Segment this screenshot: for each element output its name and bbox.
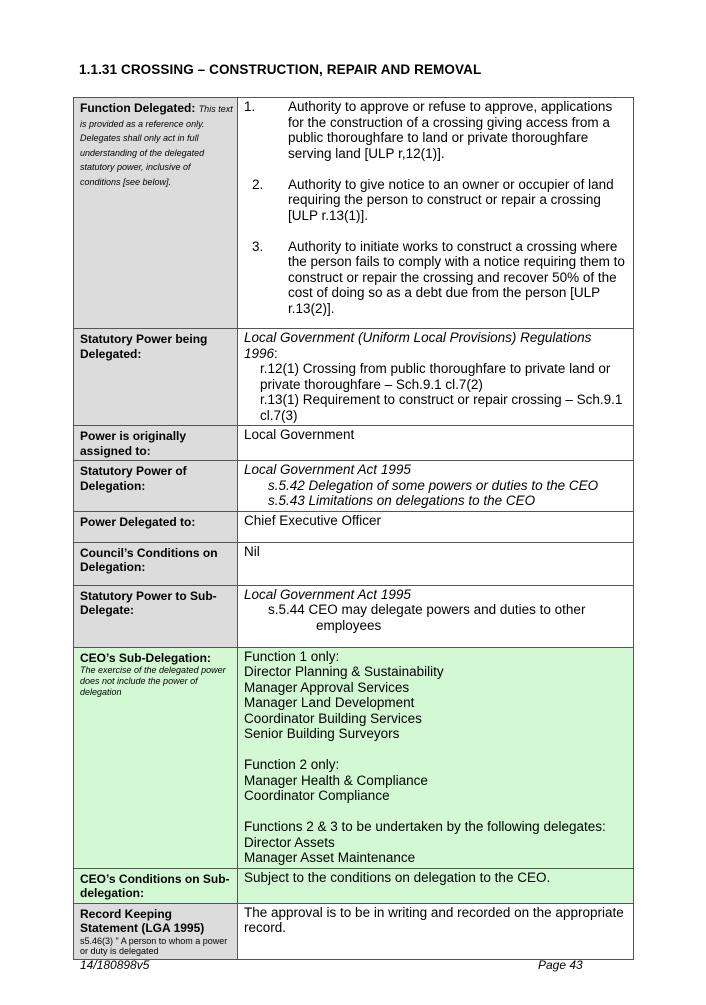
row-label: Council’s Conditions on Delegation: — [80, 545, 218, 574]
row-label: Statutory Power to Sub-Delegate: — [80, 588, 217, 617]
row-function-delegated — [74, 98, 634, 329]
source-suffix: : — [274, 345, 278, 361]
row-value: Subject to the conditions on delegation to the CEO. — [238, 868, 634, 903]
section-line: s.5.44 CEO may delegate powers and duties to other employees — [268, 602, 586, 633]
delegate-item: Director Assets — [244, 834, 335, 850]
document-reference: 14/180898v5 — [80, 958, 150, 972]
row-ceo-conditions — [74, 868, 634, 903]
row-label: Statutory Power of Delegation: — [80, 464, 187, 493]
row-label: Record Keeping Statement (LGA 1995) — [80, 906, 205, 935]
delegate-item: Coordinator Compliance — [244, 788, 390, 803]
act-name: Local Government Act 1995 — [244, 586, 411, 602]
delegate-item: Senior Building Surveyors — [244, 726, 400, 741]
act-name: Local Government Act 1995 — [244, 462, 411, 477]
row-label: CEO’s Sub-Delegation: — [80, 650, 211, 665]
row-value: Chief Executive Officer — [238, 511, 634, 542]
row-value: Local Government — [238, 426, 634, 461]
row-note: This text is provided as a reference only. Delegates shall only act in full understanding of the delegated statutory power, inclusive of conditions [see below]. — [80, 104, 233, 187]
delegate-item: Director Planning & Sustainability — [244, 664, 444, 679]
row-record-keeping — [74, 903, 634, 960]
group-heading: Functions 2 & 3 to be undertaken by the following delegates: — [244, 819, 606, 834]
row-note: s5.46(3) " A person to whom a power or duty is delegated — [80, 935, 228, 957]
row-statutory-power — [74, 329, 634, 426]
delegate-item: Coordinator Building Services — [244, 710, 422, 726]
regulation-line: r.12(1) Crossing from public thoroughfare to private land or private thoroughfare – Sch.9.1 cl.7(2) — [260, 361, 611, 392]
page-number: Page 43 — [538, 958, 583, 972]
item-number: 3. — [252, 238, 264, 254]
item-number: 2. — [252, 176, 264, 192]
row-ceo-sub-delegation — [74, 647, 634, 868]
row-value: Nil — [238, 542, 634, 585]
delegate-item: Manager Approval Services — [244, 679, 410, 695]
section-line: s.5.42 Delegation of some powers or duties to the CEO — [268, 477, 599, 493]
function-item — [244, 99, 627, 161]
delegate-item: Manager Asset Maintenance — [244, 850, 416, 865]
item-number: 1. — [244, 99, 256, 114]
group-heading: Function 2 only: — [244, 757, 340, 772]
row-label: Statutory Power being Delegated: — [80, 332, 208, 361]
row-note: The exercise of the delegated power does not include the power of delegation — [80, 665, 226, 697]
row-label: CEO’s Conditions on Sub-delegation: — [80, 871, 230, 900]
page-title: 1.1.31 CROSSING – CONSTRUCTION, REPAIR AND REMOVAL — [79, 62, 482, 77]
item-text: Authority to approve or refuse to approve, applications for the construction of a crossing giving access from a public thoroughfare to land or private thoroughfare serving land [ULP r,12(1)]. — [288, 99, 613, 161]
section-line: s.5.43 Limitations on delegations to the CEO — [268, 493, 536, 508]
row-sub-delegate — [74, 585, 634, 647]
row-originally-assigned — [74, 426, 634, 461]
row-label: Power Delegated to: — [80, 514, 196, 529]
group-heading: Function 1 only: — [244, 648, 340, 664]
row-delegated-to — [74, 511, 634, 542]
regulation-source: Local Government (Uniform Local Provisions) Regulations 1996 — [244, 330, 592, 361]
row-value: The approval is to be in writing and recorded on the appropriate record. — [238, 903, 634, 960]
delegate-item: Manager Health & Compliance — [244, 772, 428, 788]
delegate-item: Manager Land Development — [244, 695, 415, 710]
row-council-conditions — [74, 542, 634, 585]
item-text: Authority to initiate works to construct a crossing where the person fails to comply with a notice requiring them to construct or repair the crossing and recover 50% of the cost of doing so as a debt due from the person [ULP r.13(2)]. — [288, 238, 625, 316]
row-label: Function Delegated: — [80, 101, 196, 115]
row-label: Power is originally assigned to: — [80, 429, 187, 458]
function-item — [244, 239, 627, 317]
regulation-line: r.13(1) Requirement to construct or repair crossing – Sch.9.1 cl.7(3) — [260, 392, 623, 423]
delegation-table — [73, 97, 634, 960]
function-item — [244, 177, 627, 224]
row-power-of-delegation — [74, 461, 634, 512]
item-text: Authority to give notice to an owner or occupier of land requiring the person to construct or repair a crossing [ULP r.13(1)]. — [288, 176, 614, 223]
